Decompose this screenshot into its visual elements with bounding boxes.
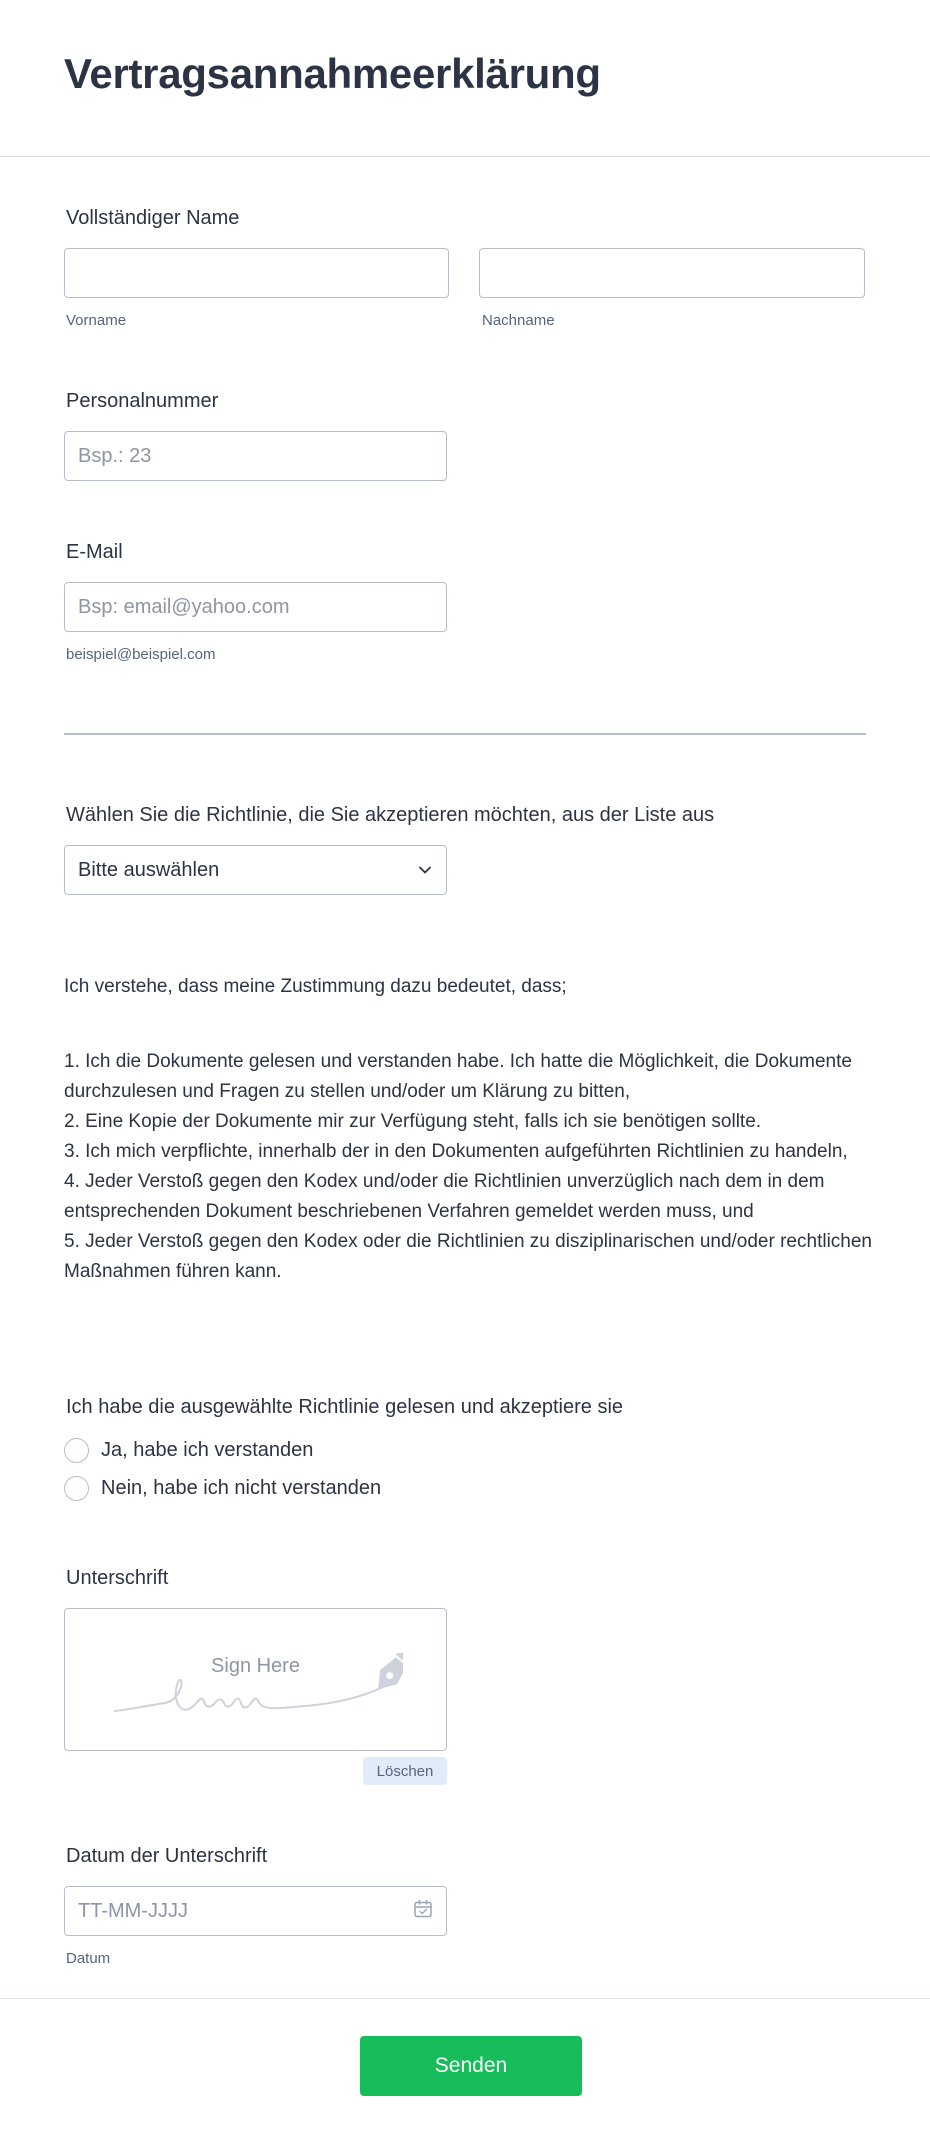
first-name-sublabel: Vorname [66, 312, 127, 329]
agreement-item: 4. Jeder Verstoß gegen den Kodex und/oder die Richtlinien unverzüglich nach dem in dem entsprechenden Dokument beschriebenen Verfahren gemeldet werden muss, und [64, 1171, 825, 1222]
email-input[interactable] [64, 582, 447, 632]
radio-option-label: Nein, habe ich nicht verstanden [101, 1477, 382, 1499]
signature-scribble-icon [113, 1653, 403, 1723]
policy-dropdown[interactable] [64, 845, 447, 895]
radio-option-no[interactable] [64, 1476, 381, 1501]
personnel-number-input[interactable] [64, 431, 447, 481]
submit-button[interactable]: Senden [360, 2036, 582, 2096]
signature-pad[interactable] [64, 1608, 447, 1751]
radio-button[interactable] [64, 1438, 89, 1463]
acceptance-label: Ich habe die ausgewählte Richtlinie gelesen und akzeptiere sie [66, 1396, 624, 1418]
email-sublabel: beispiel@beispiel.com [66, 646, 216, 663]
signature-date-sublabel: Datum [66, 1950, 111, 1967]
chevron-down-icon [418, 863, 432, 877]
agreement-item: 5. Jeder Verstoß gegen den Kodex oder die Richtlinien zu disziplinarischen und/oder rechtlichen Maßnahmen führen kann. [64, 1231, 872, 1282]
signature-pad-hint: Sign Here [211, 1655, 300, 1677]
agreement-item: 3. Ich mich verpflichte, innerhalb der in den Dokumenten aufgeführten Richtlinien zu handeln, [64, 1141, 848, 1162]
form-header [0, 0, 930, 157]
agreement-list [64, 1047, 874, 1287]
email-label: E-Mail [66, 541, 123, 563]
section-divider [64, 733, 866, 735]
radio-option-yes[interactable] [64, 1438, 313, 1463]
agreement-intro: Ich verstehe, dass meine Zustimmung dazu bedeutet, dass; [64, 976, 567, 997]
last-name-sublabel: Nachname [482, 312, 555, 329]
signature-date-input[interactable] [64, 1886, 447, 1936]
signature-label: Unterschrift [66, 1567, 169, 1589]
first-name-input[interactable] [64, 248, 449, 298]
clear-signature-button[interactable]: Löschen [363, 1757, 447, 1785]
agreement-item: 2. Eine Kopie der Dokumente mir zur Verfügung steht, falls ich sie benötigen sollte. [64, 1111, 762, 1132]
full-name-label: Vollständiger Name [66, 207, 240, 229]
policy-dropdown-value: Bitte auswählen [78, 858, 220, 881]
last-name-input[interactable] [479, 248, 865, 298]
radio-option-label: Ja, habe ich verstanden [101, 1439, 314, 1461]
policy-select-label: Wählen Sie die Richtlinie, die Sie akzeptieren möchten, aus der Liste aus [66, 804, 715, 826]
personnel-number-label: Personalnummer [66, 390, 219, 412]
agreement-item: 1. Ich die Dokumente gelesen und verstanden habe. Ich hatte die Möglichkeit, die Dokumente durchzulesen und Fragen zu stellen und/oder um Klärung zu bitten, [64, 1051, 852, 1102]
page-title: Vertragsannahmeerklärung [64, 50, 601, 97]
calendar-icon[interactable] [413, 1899, 433, 1919]
signature-date-label: Datum der Unterschrift [66, 1845, 268, 1867]
radio-button[interactable] [64, 1476, 89, 1501]
